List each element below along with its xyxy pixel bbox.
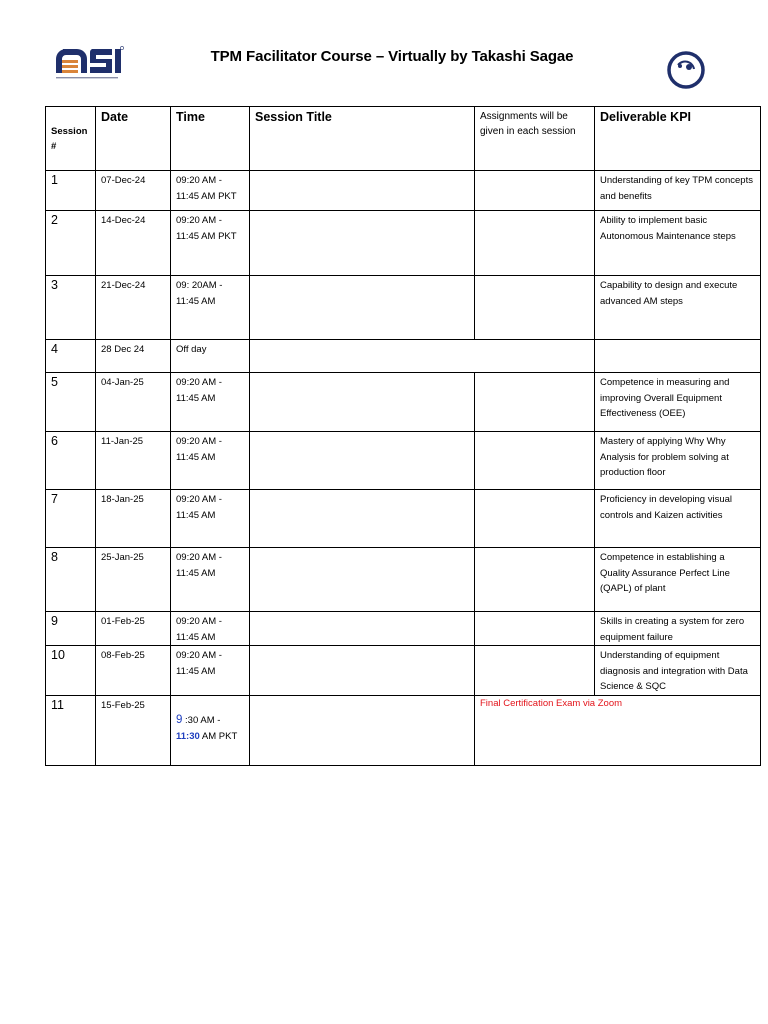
session-number: 1 — [46, 171, 96, 211]
session-kpi: Capability to design and execute advanced AM steps — [595, 276, 761, 340]
osi-logo — [50, 44, 124, 84]
session-time: Off day — [171, 340, 250, 373]
session-date: 08-Feb-25 — [96, 646, 171, 696]
header-session-title: Session Title — [250, 107, 475, 171]
session-time: 09: 20AM - 11:45 AM — [171, 276, 250, 340]
session-kpi — [595, 340, 761, 373]
session-assignments — [475, 612, 595, 646]
session-number: 8 — [46, 548, 96, 612]
session-time: 09:20 AM - 11:45 AM PKT — [171, 211, 250, 276]
session-kpi: Understanding of equipment diagnosis and integration with Data Science & SQC — [595, 646, 761, 696]
session-date: 04-Jan-25 — [96, 373, 171, 432]
session-date: 14-Dec-24 — [96, 211, 171, 276]
table-header-row — [46, 107, 761, 171]
session-assignments — [475, 490, 595, 548]
session-title — [250, 340, 595, 373]
session-time: 09:20 AM - 11:45 AM PKT — [171, 171, 250, 211]
session-title — [250, 211, 475, 276]
header-assignments: Assignments will be given in each session — [475, 107, 595, 171]
session-date: 11-Jan-25 — [96, 432, 171, 490]
session-title — [250, 646, 475, 696]
table-row — [46, 548, 761, 612]
session-title — [250, 548, 475, 612]
session-number: 10 — [46, 646, 96, 696]
session-date: 28 Dec 24 — [96, 340, 171, 373]
session-number: 2 — [46, 211, 96, 276]
table-row — [46, 373, 761, 432]
session-date: 07-Dec-24 — [96, 171, 171, 211]
session-title — [250, 696, 475, 766]
session-kpi: Competence in establishing a Quality Assurance Perfect Line (QAPL) of plant — [595, 548, 761, 612]
session-kpi: Ability to implement basic Autonomous Maintenance steps — [595, 211, 761, 276]
table-row — [46, 211, 761, 276]
session-time: 09:20 AM - 11:45 AM — [171, 373, 250, 432]
header-time: Time — [171, 107, 250, 171]
session-date: 25-Jan-25 — [96, 548, 171, 612]
session-title — [250, 432, 475, 490]
session-time: 09:20 AM - 11:45 AM — [171, 646, 250, 696]
time-end-rest: AM PKT — [199, 730, 238, 742]
session-title — [250, 490, 475, 548]
session-title — [250, 373, 475, 432]
session-kpi: Competence in measuring and improving Overall Equipment Effectiveness (OEE) — [595, 373, 761, 432]
schedule-table — [45, 106, 761, 766]
table-row — [46, 171, 761, 211]
table-row — [46, 646, 761, 696]
session-number: 5 — [46, 373, 96, 432]
circular-swirl-logo — [664, 50, 708, 90]
session-number: 3 — [46, 276, 96, 340]
session-time: 09:20 AM - 11:45 AM — [171, 548, 250, 612]
session-assignments — [475, 548, 595, 612]
header-date: Date — [96, 107, 171, 171]
table-row — [46, 490, 761, 548]
session-number: 4 — [46, 340, 96, 373]
session-number: 9 — [46, 612, 96, 646]
time-start-rest: :30 AM - — [185, 715, 221, 726]
table-row-final-exam — [46, 696, 761, 766]
session-number: 7 — [46, 490, 96, 548]
session-title — [250, 612, 475, 646]
table-row-off-day — [46, 340, 761, 373]
session-kpi: Proficiency in developing visual controls and Kaizen activities — [595, 490, 761, 548]
session-assignments — [475, 646, 595, 696]
session-date: 15-Feb-25 — [96, 696, 171, 766]
header-kpi: Deliverable KPI — [595, 107, 761, 171]
final-exam-note: Final Certification Exam via Zoom — [475, 696, 761, 766]
session-title — [250, 276, 475, 340]
page-title: TPM Facilitator Course – Virtually by Takashi Sagae — [210, 48, 574, 65]
session-time: 09:20 AM - 11:45 AM — [171, 490, 250, 548]
session-date: 01-Feb-25 — [96, 612, 171, 646]
session-time — [171, 696, 250, 766]
session-title — [250, 171, 475, 211]
table-row — [46, 612, 761, 646]
session-assignments — [475, 276, 595, 340]
session-date: 18-Jan-25 — [96, 490, 171, 548]
table-row — [46, 432, 761, 490]
session-number: 11 — [46, 696, 96, 766]
session-kpi: Understanding of key TPM concepts and benefits — [595, 171, 761, 211]
time-end-hour: 11:30 — [176, 730, 200, 742]
session-assignments — [475, 373, 595, 432]
session-number: 6 — [46, 432, 96, 490]
session-date: 21-Dec-24 — [96, 276, 171, 340]
time-start-hour: 9 — [176, 714, 183, 726]
table-row — [46, 276, 761, 340]
session-assignments — [475, 171, 595, 211]
session-kpi: Mastery of applying Why Why Analysis for problem solving at production floor — [595, 432, 761, 490]
header-session: Session # — [46, 107, 96, 171]
session-assignments — [475, 432, 595, 490]
session-kpi: Skills in creating a system for zero equipment failure — [595, 612, 761, 646]
session-time: 09:20 AM - 11:45 AM — [171, 432, 250, 490]
session-assignments — [475, 211, 595, 276]
session-time: 09:20 AM - 11:45 AM — [171, 612, 250, 646]
